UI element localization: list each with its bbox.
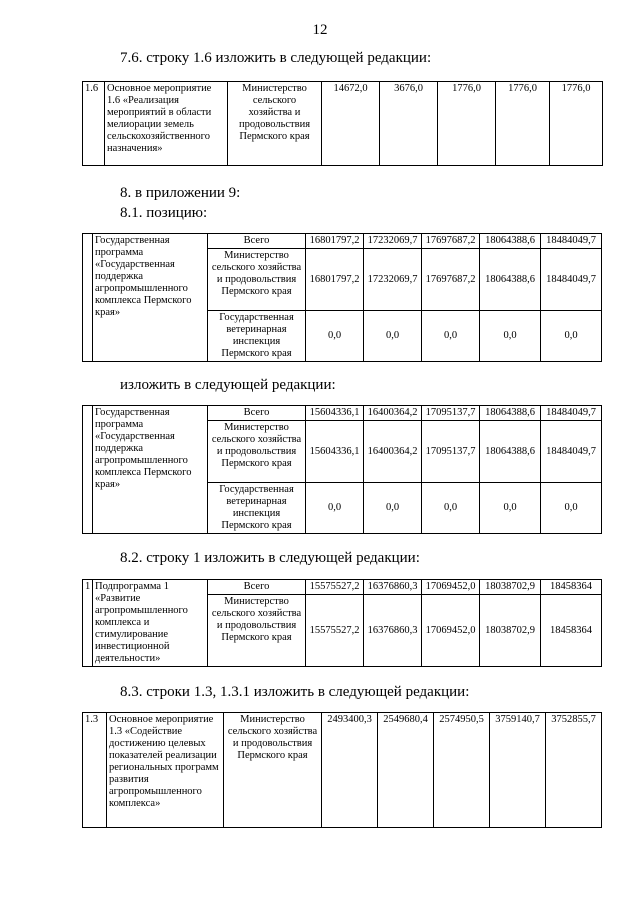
value-cell: 17232069,7 xyxy=(364,234,422,249)
section-8-2-heading: 8.2. строку 1 изложить в следующей редакции: xyxy=(120,550,420,566)
value-cell: 0,0 xyxy=(364,483,422,534)
subprogram-name: Подпрограмма 1 «Развитие агропромышленного комплекса и стимулирование инвестиционной деятельности» xyxy=(93,580,208,667)
table-8-3 xyxy=(82,712,602,828)
value-cell: 0,0 xyxy=(541,311,602,362)
row-number: 1 xyxy=(83,580,93,667)
value-cell: 15604336,1 xyxy=(306,406,364,421)
value-cell: 0,0 xyxy=(480,311,541,362)
row-label: Всего xyxy=(208,580,306,595)
value-cell: 16400364,2 xyxy=(364,421,422,483)
value-cell: 0,0 xyxy=(306,311,364,362)
section-7-6-heading: 7.6. строку 1.6 изложить в следующей редакции: xyxy=(120,50,432,66)
value-cell: 15575527,2 xyxy=(306,580,364,595)
value-cell: 18484049,7 xyxy=(541,249,602,311)
activity-name: Основное мероприятие 1.3 «Содействие достижению целевых показателей реализации региональных программ развития агропромышленного комплекса» xyxy=(107,713,224,828)
row-number: 1.6 xyxy=(83,82,105,166)
row-label: Государственная ветеринарная инспекция Пермского края xyxy=(208,483,306,534)
value-cell: 18064388,6 xyxy=(480,406,541,421)
table-row xyxy=(83,580,602,595)
value-cell: 0,0 xyxy=(364,311,422,362)
value-cell: 17697687,2 xyxy=(422,234,480,249)
value-cell: 18064388,6 xyxy=(480,421,541,483)
table-row xyxy=(83,234,602,249)
value-cell: 17069452,0 xyxy=(422,580,480,595)
value-cell: 17697687,2 xyxy=(422,249,480,311)
value-cell: 18458364 xyxy=(541,595,602,667)
program-name: Государственная программа «Государственная поддержка агропромышленного комплекса Пермского края» xyxy=(93,406,208,534)
value-cell: 18484049,7 xyxy=(541,406,602,421)
row-label: Министерство сельского хозяйства и продовольствия Пермского края xyxy=(208,249,306,311)
value-cell: 2549680,4 xyxy=(378,713,434,828)
value-cell: 17095137,7 xyxy=(422,421,480,483)
value-cell: 3752855,7 xyxy=(546,713,602,828)
value-cell: 1776,0 xyxy=(438,82,496,166)
value-cell: 1776,0 xyxy=(550,82,603,166)
value-cell: 16376860,3 xyxy=(364,595,422,667)
value-cell: 2574950,5 xyxy=(434,713,490,828)
value-cell: 16400364,2 xyxy=(364,406,422,421)
section-8-1-heading: 8.1. позицию: xyxy=(120,205,208,221)
section-8-3-heading: 8.3. строки 1.3, 1.3.1 изложить в следующей редакции: xyxy=(120,684,470,700)
value-cell: 17232069,7 xyxy=(364,249,422,311)
value-cell: 18458364 xyxy=(541,580,602,595)
value-cell: 0,0 xyxy=(422,311,480,362)
value-cell: 18484049,7 xyxy=(541,421,602,483)
value-cell: 14672,0 xyxy=(322,82,380,166)
table-8-1-new xyxy=(82,405,602,534)
table-row xyxy=(83,406,602,421)
page-number: 12 xyxy=(312,22,328,38)
value-cell: 17069452,0 xyxy=(422,595,480,667)
value-cell: 15604336,1 xyxy=(306,421,364,483)
row-label: Министерство сельского хозяйства и продовольствия Пермского края xyxy=(208,421,306,483)
row-label: Министерство сельского хозяйства и продовольствия Пермского края xyxy=(208,595,306,667)
value-cell: 0,0 xyxy=(306,483,364,534)
empty-number-cell xyxy=(83,406,93,534)
table-8-2 xyxy=(82,579,602,667)
replace-instruction: изложить в следующей редакции: xyxy=(120,377,336,393)
value-cell: 15575527,2 xyxy=(306,595,364,667)
value-cell: 18038702,9 xyxy=(480,595,541,667)
value-cell: 3759140,7 xyxy=(490,713,546,828)
value-cell: 3676,0 xyxy=(380,82,438,166)
value-cell: 18064388,6 xyxy=(480,234,541,249)
value-cell: 2493400,3 xyxy=(322,713,378,828)
value-cell: 0,0 xyxy=(541,483,602,534)
value-cell: 0,0 xyxy=(422,483,480,534)
row-label: Государственная ветеринарная инспекция Пермского края xyxy=(208,311,306,362)
value-cell: 16801797,2 xyxy=(306,249,364,311)
value-cell: 0,0 xyxy=(480,483,541,534)
table-8-1-old xyxy=(82,233,602,362)
value-cell: 17095137,7 xyxy=(422,406,480,421)
activity-name: Основное мероприятие 1.6 «Реализация мероприятий в области мелиорации земель сельскохозяйственного назначения» xyxy=(105,82,228,166)
value-cell: 18484049,7 xyxy=(541,234,602,249)
table-7-6 xyxy=(82,81,603,166)
section-8-heading: 8. в приложении 9: xyxy=(120,185,241,201)
table-row xyxy=(83,713,602,828)
executor: Министерство сельского хозяйства и продовольствия Пермского края xyxy=(228,82,322,166)
value-cell: 18038702,9 xyxy=(480,580,541,595)
value-cell: 16376860,3 xyxy=(364,580,422,595)
table-row xyxy=(83,82,603,166)
program-name: Государственная программа «Государственная поддержка агропромышленного комплекса Пермского края» xyxy=(93,234,208,362)
row-label: Всего xyxy=(208,234,306,249)
value-cell: 18064388,6 xyxy=(480,249,541,311)
value-cell: 16801797,2 xyxy=(306,234,364,249)
value-cell: 1776,0 xyxy=(496,82,550,166)
executor: Министерство сельского хозяйства и продовольствия Пермского края xyxy=(224,713,322,828)
empty-number-cell xyxy=(83,234,93,362)
row-number: 1.3 xyxy=(83,713,107,828)
row-label: Всего xyxy=(208,406,306,421)
